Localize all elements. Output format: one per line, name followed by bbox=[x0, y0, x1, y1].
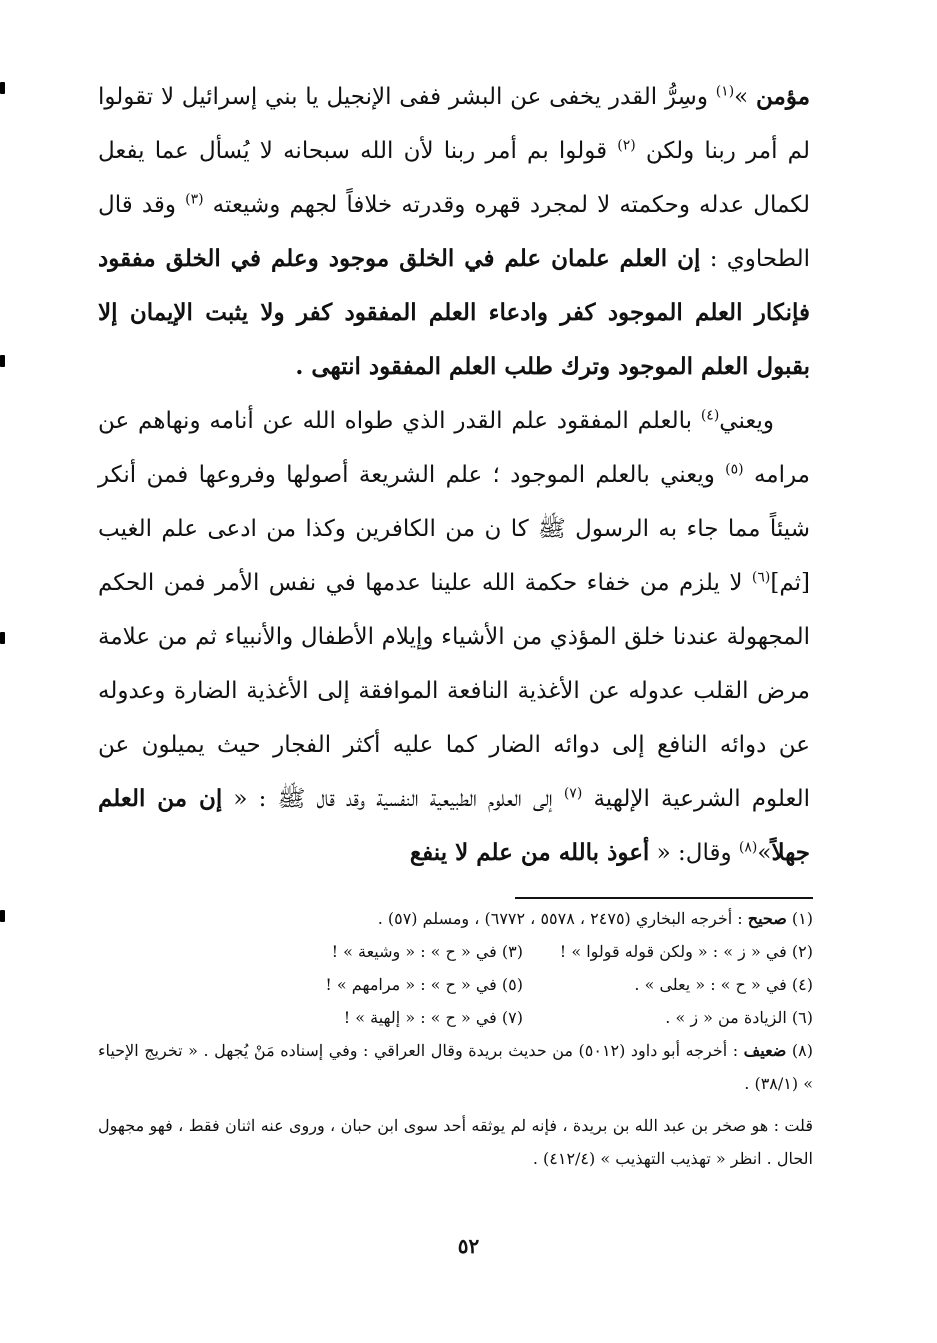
text-run: قولوا بم أمر ربنا لأن الله سبحانه لا يُسأل عما يفعل لكمال عدله وحكمته لا لمجرد قهره وقدرته خلافاً لجهم وشيعته bbox=[98, 138, 810, 218]
scan-edge-mark bbox=[0, 632, 5, 644]
grade-bold: ضعيف bbox=[743, 1041, 787, 1060]
text-run: وقد قال الطحاوي : bbox=[98, 192, 810, 272]
quote-bold: إن العلم علمان علم في الخلق موجود وعلم في الخلق مفقود فإنكار العلم الموجود كفر وادعاء العلم المفقود كفر ولا يثبت الإيمان إلا بقبول العلم الموجود وترك طلب العلم المفقود انتهى . bbox=[98, 245, 810, 380]
editor-note: قلت : هو صخر بن عبد الله بن بريدة ، فإنه لم يوثقه أحد سوى ابن حبان ، وروى عنه اثنان فقط ، فهو مجهول الحال . انظر « تهذيب التهذيب » (٤١٢/٤) . bbox=[98, 1116, 813, 1168]
text-run: » bbox=[757, 840, 772, 866]
grade-bold: صحيح bbox=[747, 909, 787, 928]
text-run: » bbox=[734, 84, 756, 110]
footnote-5: (٥) في « ح » : « مرامهم » ! bbox=[325, 975, 523, 994]
hadith-bold: إن من العلم جهلاً bbox=[98, 785, 810, 866]
footnote-2: (٢) في « ز » : « ولكن قوله قولوا » ! bbox=[559, 942, 813, 961]
footnote-text: : أخرجه البخاري (٢٤٧٥ ، ٥٥٧٨ ، ٦٧٧٢) ، ومسلم (٥٧) . bbox=[377, 909, 748, 928]
main-text bbox=[98, 70, 810, 880]
hadith-bold: أعوذ بالله من علم لا ينفع bbox=[409, 839, 650, 866]
footnote-ref: (٥) bbox=[725, 461, 744, 478]
footnote-row bbox=[98, 968, 813, 1001]
footnote-ref: (١) bbox=[715, 83, 735, 100]
text-bold: مؤمن bbox=[755, 83, 811, 110]
paragraph bbox=[98, 70, 810, 394]
footnote-text: : أخرجه أبو داود (٥٠١٢) من حديث بريدة وقال العراقي : وفي إسناده مَنْ يُجهل . « تخريج الإحياء » (٣٨/١) . bbox=[98, 1041, 813, 1093]
footnote-ref: (٤) bbox=[700, 407, 720, 424]
footnote-row bbox=[98, 1001, 813, 1034]
scan-edge-mark bbox=[0, 82, 5, 94]
scan-edge-mark bbox=[0, 910, 5, 922]
text-run: ويعني بالعلم الموجود ؛ علم الشريعة أصولها وفروعها فمن أنكر شيئاً مما جاء به الرسول ﷺ كا ن من الكافرين وكذا من ادعى علم الغيب [ثم] bbox=[98, 462, 810, 596]
text-run: إلى العلوم الطبيعية النفسية وقد قال ﷺ : « bbox=[222, 786, 564, 812]
footnote-7: (٧) في « ح » : « إلهية » ! bbox=[343, 1008, 523, 1027]
text-run: ويعني bbox=[719, 408, 774, 434]
footnote-row bbox=[98, 935, 813, 968]
footnote-ref: (٢) bbox=[617, 137, 636, 154]
footnote-6: (٦) الزيادة من « ز » . bbox=[665, 1008, 813, 1027]
footnote-3: (٣) في « ح » : « وشيعة » ! bbox=[331, 942, 523, 961]
text-run: بالعلم المفقود علم القدر الذي طواه الله عن أنامه ونهاهم عن مرامه bbox=[98, 408, 811, 488]
footnote-4: (٤) في « ح » : « يعلى » . bbox=[634, 975, 813, 994]
footnote-1 bbox=[98, 902, 813, 935]
scan-edge-mark bbox=[0, 355, 5, 367]
footnote-ref: (٦) bbox=[751, 569, 771, 586]
footnote-number: (١) bbox=[786, 909, 813, 928]
footnote-ref: (٧) bbox=[563, 785, 583, 802]
footnote-divider bbox=[515, 897, 813, 899]
paragraph bbox=[98, 394, 810, 880]
text-run: لا يلزم من خفاء حكمة الله علينا عدمها في نفس الأمر فمن الحكم المجهولة عندنا خلق المؤذي من الأشياء وإيلام الأطفال والأنبياء ثم من علامة مرض القلب عدوله عن الأغذية النافعة الموافقة إلى الأغذية الضارة وعدوله عن دوائه النافع إلى دوائه الضار كما عليه أكثر الفجار حيث يميلون عن العلوم الشرعية الإلهية bbox=[98, 570, 811, 812]
footnote-number: (٨) bbox=[786, 1041, 813, 1060]
text-run: وسِرُّ القدر يخفى عن البشر ففى الإنجيل يا بني إسرائيل لا تقولوا لم أمر ربنا ولكن bbox=[98, 84, 810, 164]
footnotes bbox=[98, 902, 813, 1175]
footnote-ref: (٣) bbox=[185, 191, 204, 208]
footnote-ref: (٨) bbox=[738, 839, 758, 856]
footnote-8 bbox=[98, 1034, 813, 1100]
text-run: وقال: « bbox=[649, 840, 739, 866]
page-number: ٥٢ bbox=[457, 1234, 480, 1258]
